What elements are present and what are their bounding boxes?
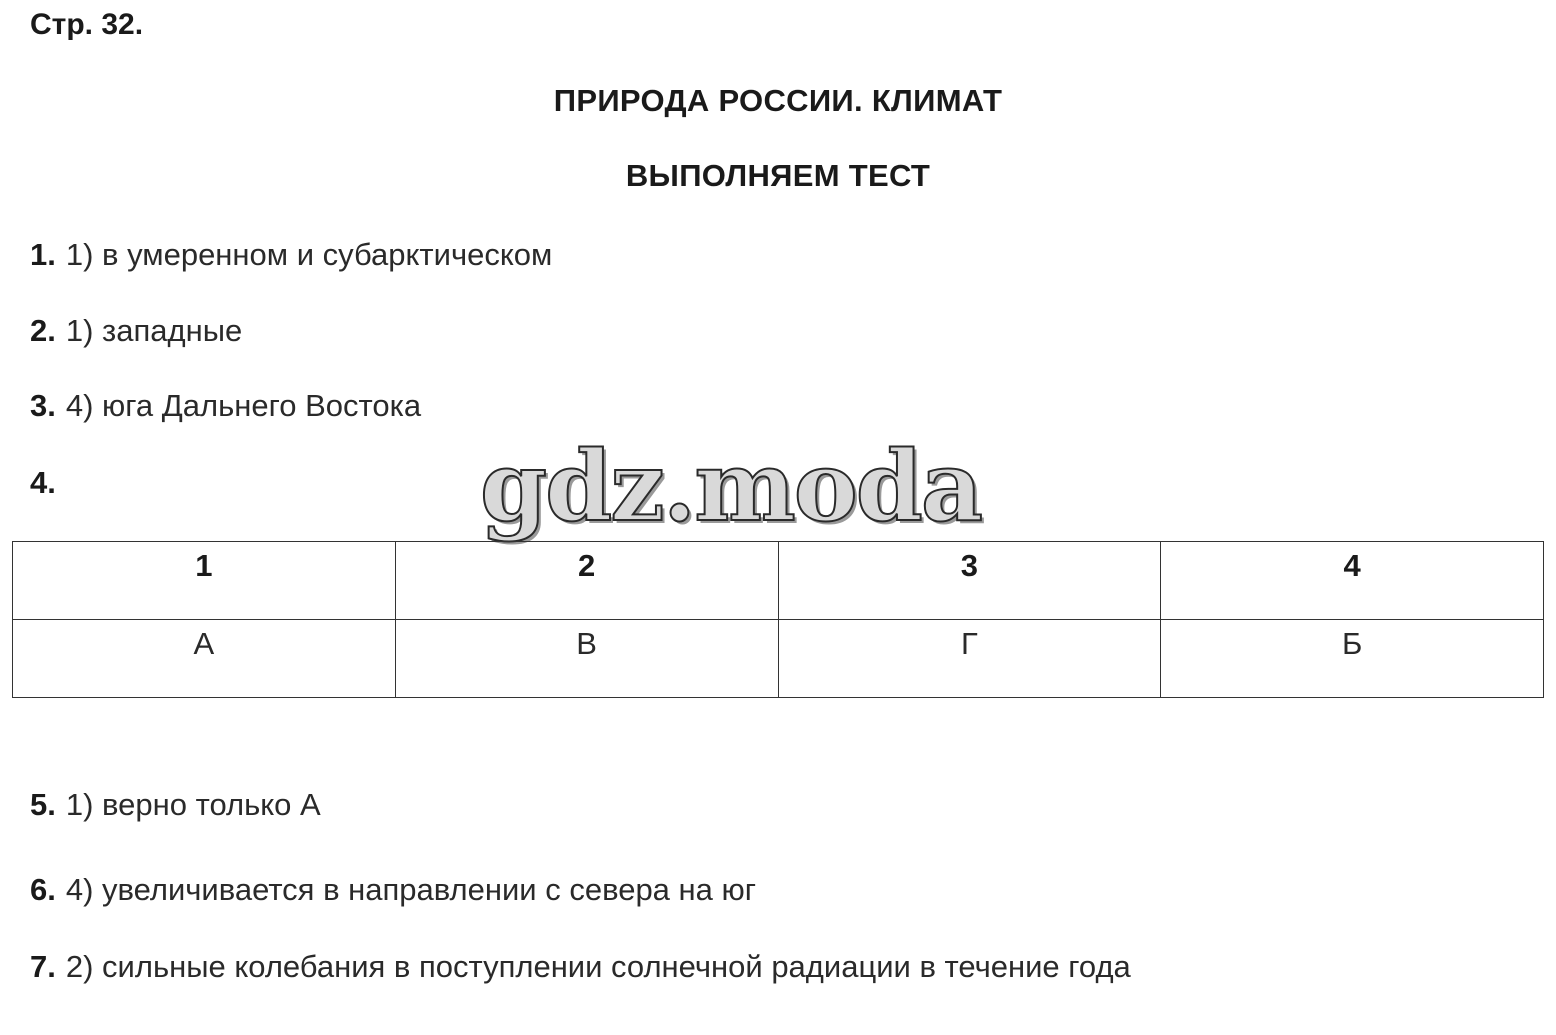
answer-item-5 <box>30 787 321 823</box>
answer-text: 1) в умеренном и субарктическом <box>65 237 553 272</box>
table-cell: А <box>13 620 396 698</box>
section-subtitle: ВЫПОЛНЯЕМ ТЕСТ <box>625 158 931 193</box>
matching-answer-table <box>12 541 1544 698</box>
answer-number: 1. <box>30 237 56 272</box>
answer-number: 4. <box>30 465 56 500</box>
answer-text: 4) юга Дальнего Востока <box>65 388 422 423</box>
answer-item-7 <box>30 949 1131 985</box>
table-header-cell: 3 <box>778 542 1161 620</box>
table-cell: Г <box>778 620 1161 698</box>
table-cell: Б <box>1161 620 1544 698</box>
answer-item-6 <box>30 872 756 908</box>
watermark-logo: gdz.moda <box>480 430 982 543</box>
answer-text: 1) верно только А <box>65 787 321 822</box>
table-header-cell: 2 <box>395 542 778 620</box>
table-header-cell: 1 <box>13 542 396 620</box>
answer-text: 4) увеличивается в направлении с севера на юг <box>65 872 757 907</box>
page-reference: Стр. 32. <box>30 8 144 41</box>
answer-item-1 <box>30 237 552 273</box>
page-title: ПРИРОДА РОССИИ. КЛИМАТ <box>553 83 1003 118</box>
answer-number: 2. <box>30 313 56 348</box>
answer-text: 1) западные <box>65 313 243 348</box>
answer-number: 6. <box>30 872 56 907</box>
answer-number: 7. <box>30 949 56 984</box>
answer-item-2 <box>30 313 242 349</box>
answer-item-3 <box>30 388 421 424</box>
answer-text: 2) сильные колебания в поступлении солнечной радиации в течение года <box>65 949 1131 984</box>
table-row <box>13 620 1544 698</box>
answer-number: 5. <box>30 787 56 822</box>
answer-number: 3. <box>30 388 56 423</box>
table-cell: В <box>395 620 778 698</box>
table-header-cell: 4 <box>1161 542 1544 620</box>
table-header-row <box>13 542 1544 620</box>
answer-item-4 <box>30 465 66 501</box>
